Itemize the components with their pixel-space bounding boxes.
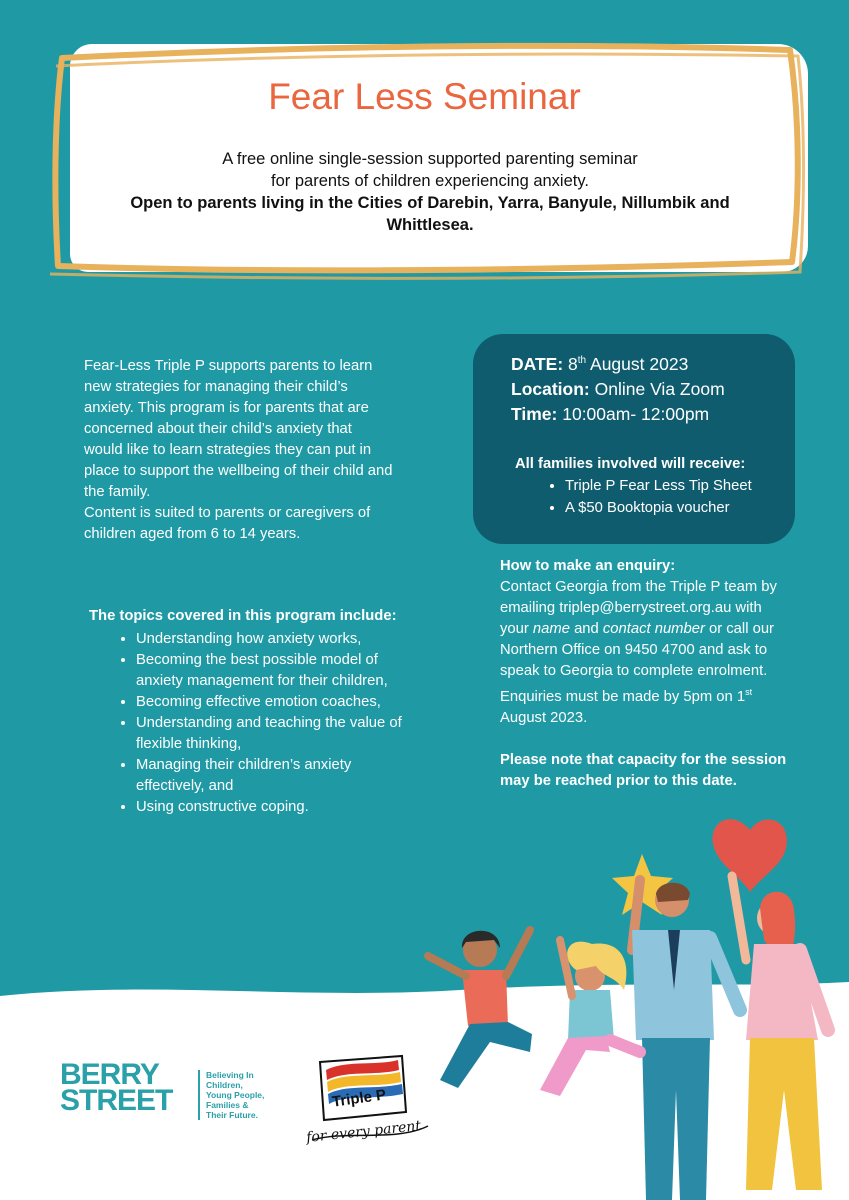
location-row — [511, 379, 725, 400]
triple-p-tagline: for every parent — [305, 1118, 422, 1146]
triple-p-logo — [306, 1050, 436, 1160]
time-label: Time: — [511, 404, 558, 424]
enquiry-text — [500, 577, 790, 729]
capacity-note: Please note that capacity for the session may be reached prior to this date. — [500, 751, 787, 789]
date-day: 8 — [568, 354, 578, 374]
time-value: 10:00am- 12:00pm — [562, 404, 710, 424]
berry-tag-line: Families & — [206, 1100, 249, 1110]
topic-item: • Becoming effective emotion coaches, — [136, 692, 409, 713]
intro-paragraph-1: Fear-Less Triple P supports parents to learn new strategies for managing their child’s anxiety. This program is for parents that are concerned about their child’s anxiety that would like to learn strategies they can put in place to support the wellbeing of their child and the family. — [84, 358, 393, 500]
enquiry-text-3: August 2023. — [500, 709, 588, 726]
enquiry-text-2: or call our Northern Office on 9450 4700 and ask to speak to Georgia to complete enrolment. Enquiries must be made by 5pm on 1 — [500, 621, 774, 705]
date-rest: August 2023 — [590, 354, 689, 374]
berry-tag-line: Children, — [206, 1080, 243, 1090]
intro-section — [84, 356, 394, 545]
subtitle-line-2: for parents of children experiencing anxiety. — [271, 172, 589, 190]
topic-item: • Understanding how anxiety works, — [136, 629, 409, 650]
event-details-box — [473, 334, 795, 544]
subtitle-eligibility: Open to parents living in the Cities of Darebin, Yarra, Banyule, Nillumbik and Whittlesea. — [130, 194, 730, 234]
enquiry-contact-number: contact number — [602, 621, 705, 637]
enquiry-name: name — [532, 621, 570, 637]
berry-tagline — [198, 1070, 264, 1120]
topic-item: • Becoming the best possible model of anxiety management for their children, — [136, 650, 409, 692]
topic-item: • Using constructive coping. — [136, 797, 409, 818]
time-row — [511, 404, 709, 425]
berry-logo-line-1: BERRY — [60, 1058, 159, 1091]
receive-list — [515, 475, 785, 519]
enquiry-heading: How to make an enquiry: — [500, 558, 676, 574]
topic-item: • Understanding and teaching the value of flexible thinking, — [136, 713, 409, 755]
location-value: Online Via Zoom — [594, 379, 725, 399]
intro-paragraph-2: Content is suited to parents or caregivers of children aged from 6 to 14 years. — [84, 505, 371, 542]
topics-heading: The topics covered in this program include: — [89, 608, 397, 624]
berry-tag-line: Believing In — [206, 1070, 254, 1080]
subtitle-line-1: A free online single-session supported parenting seminar — [222, 150, 638, 168]
receive-item: • Triple P Fear Less Tip Sheet — [565, 475, 785, 497]
berry-tag-line: Their Future. — [206, 1110, 258, 1120]
enquiry-sup: st — [745, 687, 753, 697]
date-label: DATE: — [511, 354, 564, 374]
topic-item: • Managing their children’s anxiety effectively, and — [136, 755, 409, 797]
subtitle — [100, 148, 760, 236]
triple-p-name: Triple P — [331, 1086, 388, 1111]
topics-section — [89, 606, 409, 818]
date-suffix: th — [577, 355, 587, 367]
enquiry-section — [500, 556, 790, 792]
date-row — [511, 354, 688, 375]
receive-section — [515, 453, 785, 519]
receive-item: • A $50 Booktopia voucher — [565, 497, 785, 519]
family-illustration — [410, 790, 849, 1200]
page-title: Fear Less Seminar — [268, 76, 581, 117]
berry-logo-line-2: STREET — [60, 1084, 173, 1117]
berry-tag-line: Young People, — [206, 1090, 265, 1100]
berry-street-logo — [60, 1058, 300, 1132]
receive-heading: All families involved will receive: — [515, 456, 746, 472]
enquiry-text-1: Contact Georgia from the Triple P team by emailing triplep@berrystreet.org.au with your — [500, 579, 777, 637]
location-label: Location: — [511, 379, 590, 399]
enquiry-and: and — [574, 621, 599, 637]
topics-list — [89, 629, 409, 818]
